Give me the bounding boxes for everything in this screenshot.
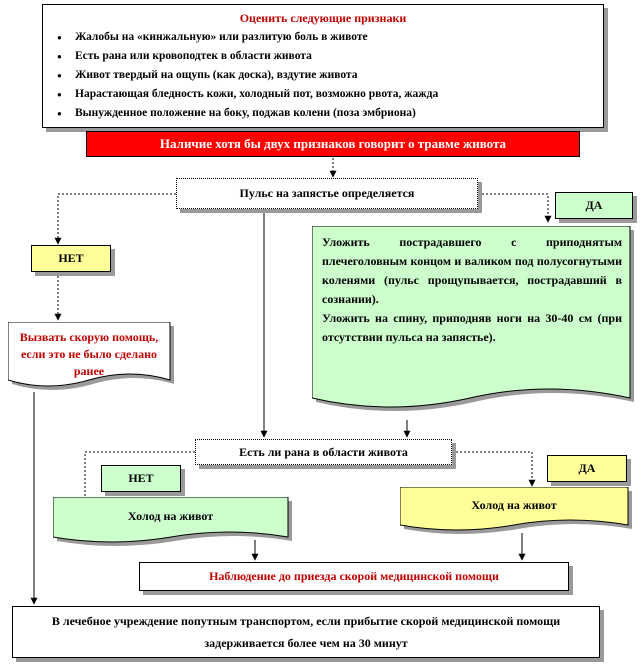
- wound-question-text: Есть ли рана в области живота: [239, 445, 408, 459]
- sign-item: ● Есть рана или кровоподтек в области живота: [51, 47, 595, 66]
- sign-item: ● Нарастающая бледность кожи, холодный пот, возможно рвота, жажда: [51, 85, 595, 104]
- document-shape: [53, 497, 298, 552]
- observe-box: [139, 562, 569, 591]
- position-instructions-box: [312, 226, 637, 426]
- wound-no-label: [101, 465, 181, 492]
- signs-title: Оценить следующие признаки: [239, 11, 407, 25]
- pulse-question-box: [176, 178, 478, 209]
- arrow-wound-to-yes: [452, 452, 532, 486]
- pulse-no-label: [31, 245, 111, 272]
- signs-list: [51, 28, 595, 123]
- signs-box: [42, 4, 604, 128]
- document-shape: [400, 487, 636, 539]
- sign-item: ● Вынужденное положение на боку, поджав колени (поза эмбриона): [51, 104, 595, 123]
- call-ambulance-text: Вызвать скорую помощь, если это не было сделано ранее: [19, 330, 159, 378]
- sign-item: ● Жалобы на «кинжальную» или разлитую боль в животе: [51, 28, 595, 47]
- arrow-pulse-to-no: [58, 194, 176, 244]
- pulse-question-text: Пульс на запястье определяется: [239, 186, 415, 200]
- pulse-yes-text: ДА: [585, 198, 603, 212]
- wound-yes-text: ДА: [578, 461, 596, 475]
- observe-text: Наблюдение до приезда скорой медицинской помощи: [209, 569, 499, 583]
- hospital-box: [12, 606, 600, 658]
- cold-left-box: [53, 497, 293, 547]
- wound-question-box: [195, 439, 452, 465]
- arrow-pulse-to-yes: [478, 194, 548, 222]
- cold-left-text: Холод на живот: [127, 509, 214, 523]
- cold-right-box: [400, 487, 636, 537]
- position-instruction-2: Уложить на спину, приподняв ноги на 30-40 см (при отсутствии пульса на запястье).: [322, 311, 622, 344]
- conclusion-banner: [86, 131, 580, 157]
- wound-no-text: НЕТ: [128, 471, 154, 485]
- pulse-yes-label: [555, 192, 633, 219]
- cold-right-text: Холод на живот: [471, 498, 557, 512]
- position-instructions-text: [322, 233, 622, 347]
- conclusion-banner-text: Наличие хотя бы двух признаков говорит о травме живота: [159, 136, 507, 151]
- call-ambulance-box: [8, 322, 178, 392]
- hospital-text: В лечебное учреждение попутным транспортом, если прибытие скорой медицинской помощи задерживается более чем на 30 минут: [51, 614, 561, 650]
- pulse-no-text: НЕТ: [58, 251, 84, 265]
- wound-yes-label: [547, 455, 627, 482]
- position-instruction-1: Уложить пострадавшего с приподнятым плечеголовным концом и валиком под полусогнутыми коленями (пульс прощупывается, пострадавший в сознании).: [322, 235, 622, 306]
- sign-item: ● Живот твердый на ощупь (как доска), вздутие живота: [51, 66, 595, 85]
